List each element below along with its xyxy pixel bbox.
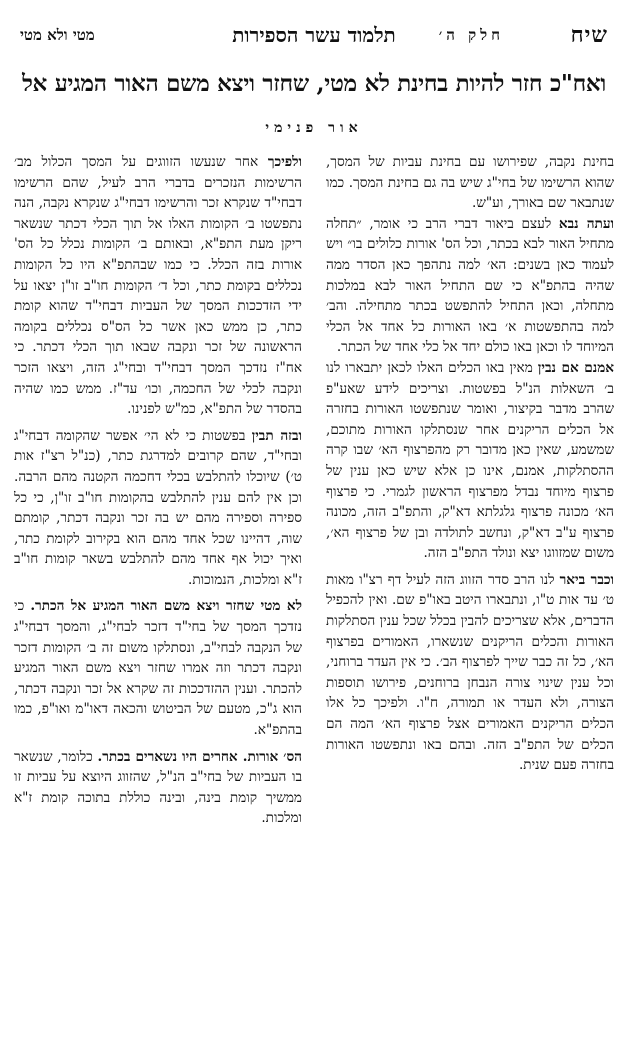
paragraph-text: אחר שנעשו הזווגים על המסך הכלול מב׳ הרשימות הנזכרים בדברי הרב לעיל, שהם הרשימו דבחי"ד שנקרא זכר והרשימו דבחי"ג שנקרא נקבה, הנה נתפשטו ב׳ הקומות האלו אל תוך הכלי דכתר שנשאר ריקן מעת התפ"א, ובאותם ב׳ הקומות נכלל כל הס' אורות בזה הכלל. כי כמו שבהתפ"א היו כל הקומות נכללים בקומת כתר, וכל ד׳ הקומות חו"ב זו"ן יצאו על ידי הזדככות המסך של העביות דבחי"ד שהוא קומת כתר, כן ממש כאן אשר כל הס"ס נכללים בקומה הראשונה של זכר ונקבה שבאו תוך הכלי דכתר. כי אח"ז נזדכך המסך דבחי"ד ובחי"ג הזה, ויצאו הזכר ונקבה לכלי של החכמה, וכו׳ עד"ז. ממש כמו שהיה בהסדר של התפ"א, כמ"ש לפנינו. [14, 154, 302, 418]
left-column [14, 152, 302, 1042]
running-head [14, 22, 614, 48]
paragraph [326, 570, 614, 776]
page-number: שיח [570, 22, 608, 48]
sub-heading: אור פנימי [265, 120, 363, 136]
section-label: מטי ולא מטי [20, 26, 95, 44]
main-heading: ואח"כ חזר להיות בחינת לא מטי, שחזר ויצא משם האור המגיע אל [22, 70, 606, 97]
paragraph-text: כלומר, שנשאר בו העביות של בחי"ב הנ"ל, שהזווג היוצא על עביות זו ממשיך קומת בינה, ובינה כוללת בתוכה קומת ז"א ומלכות. [14, 748, 302, 827]
paragraph-lead: וכבר ביאר [559, 571, 614, 588]
paragraph-lead: לא מטי שחזר ויצא משם האור המגיע אל הכתר. [30, 598, 302, 615]
paragraph-text: לנו הרב סדר הזווג הזה לעיל דף רצ"ו מאות ט׳ עד אות ט"ו, ונתבארו היטב באו"פ שם. ואין להכפיל הדברים, אלא שצריכים להבין בכלל שכל ענין הסתלקות האורות והכלים הריקנים שנשארו, האמורים בפרצוף הא׳, כל זה כבר שייך לפרצוף הב׳. כי אין העדר ברוחני, וכל ענין שינוי צורה הנבחן ברוחנים, פירושו תוספות הצורה, ולא העדר או תמורה, ח"ו. ולפיכך כל אלו הכלים הריקנים האמורים אצל פרצוף הא׳ המה הם הכלים של התפ"ב הזה. ובהם באו ונתפשטו האורות בחזרה פעם שנית. [326, 571, 614, 774]
paragraph-lead: ועתה נבא [558, 215, 614, 232]
paragraph [14, 426, 302, 591]
right-column [326, 152, 614, 1042]
paragraph-lead: ובזה תבין [251, 427, 302, 444]
paragraph [14, 747, 302, 829]
paragraph-lead: הס׳ אורות. אחרים היו נשארים בכתר. [97, 748, 302, 765]
paragraph-text: בחינת נקבה, שפירושו עם בחינת עביות של המסך, שהוא הרשימו של בחי"ג שיש בה גם בחינת המסך. כמו שנתבאר שם באורך, וע"ש. [326, 154, 614, 212]
part-label: חלק ה׳ [438, 26, 504, 44]
paragraph [326, 214, 614, 358]
paragraph-lead: אמנם אם נבין [537, 359, 614, 376]
paragraph-text: לעצם ביאור דברי הרב כי אומר, ״תחלה מתחיל האור לבא בכתר, וכל הס' אורות כלולים בו״ ויש לעמוד כאן בשנים: הא׳ למה נתהפך כאן הסדר ממה שהיה בהתפ"א כי שם התחיל האור לבא במלכות מתחלה, וכאן התחיל להתפשט בכתר מתחילה. והב׳ למה בהתפשטות א׳ באו האורות כל אחד אל הכלי המיוחד לו וכאן באו כולם יחד אל כלי אחד של הכתר. [326, 215, 614, 356]
paragraph [14, 596, 302, 740]
paragraph [326, 152, 614, 214]
paragraph-lead: ולפיכך [267, 154, 302, 170]
paragraph-text: בפשטות כי לא הי׳ אפשר שהקומה דבחי"ג ובחי"ד, שהם קרובים למדרגת כתר, (כנ"ל רצ"ז אות ט׳) שיוכלו להתלבש בכלי דחכמה הקטנה מהם הרבה. וכן אין להם ענין להתלבש בהקומות חו"ב זו"ן, כי כל ספירה וספירה מהם יש בה זכר ונקבה דכתר, קומתם שוה, דהיינו שכל אחד מהם הוא בקירוב לקומת כתר, ואיך יכול אף אחד מהם להתלבש בשאר קומות חו"ב ז"א ומלכות, הנמוכות. [14, 427, 302, 588]
paragraph-text: כי נזדכך המסך של בחי"ד דזכר לבחי"ג, והמסך דבחי"ג של הנקבה לבחי"ב, ונסתלקו משום זה ב׳ הקומות דזכר ונקבה דכתר וזה אמרו שחזר ויצא משם האור המגיע להכתר. וענין ההזדככות זה שקרא אל זכר ונקבה דכתר, הוא ג"כ, מטעם של הביטוש והכאה דאו"מ ואו"פ, כמו בהתפ"א. [14, 598, 302, 739]
paragraph [14, 152, 302, 420]
paragraph-text: מאין באו הכלים האלו לכאן יתבארו לנו ב׳ השאלות הנ"ל בפשטות. וצריכים לידע שאע"פ שהרב מדבר בקיצור, ואומר שנתפשטו האורות בחזרה אל הכלים הריקנים אחר שנסתלקו האורות מתוכם, שמשמע, שאין כאן מדובר רק מהפרצוף הא׳ שבו קרה ההסתלקות, אמנם, אינו כן אלא שיש כאן ענין של פרצוף מיוחד נבדל מפרצוף הראשון לגמרי. כי פרצוף הא׳ מכונה פרצוף גלגלתא דא"ק, והתפ"ב הזה, מכונה פרצוף ע"ב דא"ק, ונחשב לתולדה ובן של פרצוף הא׳, משום שמזווגו יצא ונולד התפ"ב הזה. [326, 359, 614, 562]
paragraph [326, 358, 614, 564]
book-title: תלמוד עשר הספירות [232, 23, 396, 47]
